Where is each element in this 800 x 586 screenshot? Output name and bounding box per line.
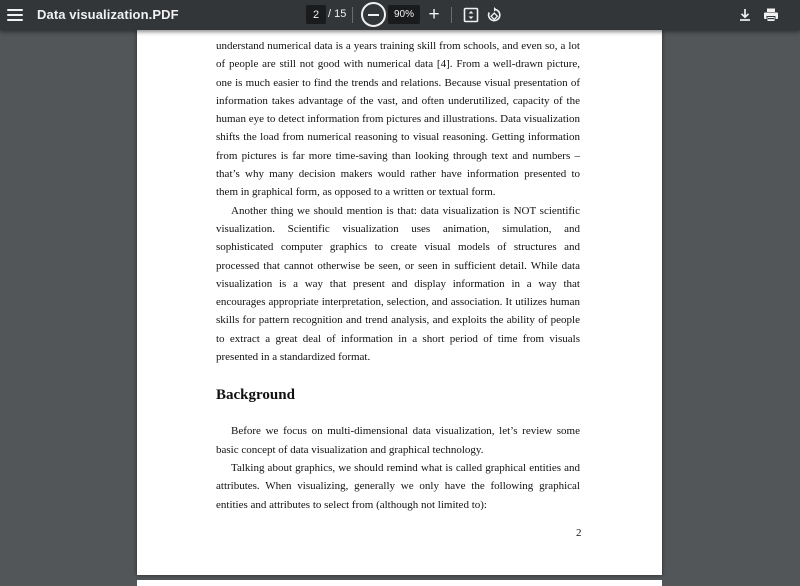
body-paragraph: Talking about graphics, we should remind what is called graphical entities and attributes. When visualizing, generally we only have the following graphical entities and attributes to select from (although not limited to): [216,461,580,511]
body-paragraph: understand numerical data is a years training skill from schools, and even so, a lot of people are still not good with numerical data [4]. From a well-drawn picture, one is much easier to find the trends and relations. Because visual presentation of information takes advantage of the vast, and often underutilized, capacity of the human eye to detect information from pictures and illustrations. Data visualization shifts the load from numerical reasoning to visual reasoning. Getting information from pictures is far more time-saving than looking through text and numbers – that’s why many decision makers would rather have information presented to them in graphical form, as opposed to a written or textual form. [216,40,580,199]
document-viewer[interactable] [0,30,800,586]
pdf-toolbar [0,0,800,30]
section-heading: Background [216,387,295,404]
print-button[interactable] [762,6,780,24]
page-number: 2 [576,527,582,539]
page-body [216,37,580,514]
fit-page-icon [462,6,480,24]
zoom-in-button[interactable]: + [428,4,440,25]
toolbar-divider [451,7,452,23]
rotate-icon [485,6,503,24]
pdf-page [137,30,662,575]
fit-page-button[interactable] [462,6,480,24]
download-button[interactable] [736,6,754,24]
zoom-input[interactable] [388,5,420,24]
body-paragraph: Before we focus on multi-dimensional data visualization, let’s review some basic concept of data visualization and graphical technology. [216,425,580,456]
page-total: / 15 [328,8,347,20]
document-title: Data visualization.PDF [37,7,179,22]
rotate-button[interactable] [485,6,503,24]
menu-icon[interactable] [7,7,23,23]
page-number-input[interactable] [306,5,326,24]
toolbar-divider [352,7,353,23]
next-pdf-page [137,580,662,586]
download-icon [736,6,754,24]
printer-icon [762,6,780,24]
zoom-out-button[interactable] [361,2,386,27]
body-paragraph: Another thing we should mention is that: data visualization is NOT scientific visualization. Scientific visualization uses animation, simulation, and sophisticated computer graphics to create visual models of structures and processed that cannot otherwise be seen, or seen in sufficient detail. While data visualization is a way that present and display information in a way that encourages appropriate interpretation, selection, and association. It utilizes human skills for pattern recognition and trend analysis, and exploits the ability of people to extract a great deal of information in a short period of time from visuals presented in a standardized format. [216,204,580,364]
